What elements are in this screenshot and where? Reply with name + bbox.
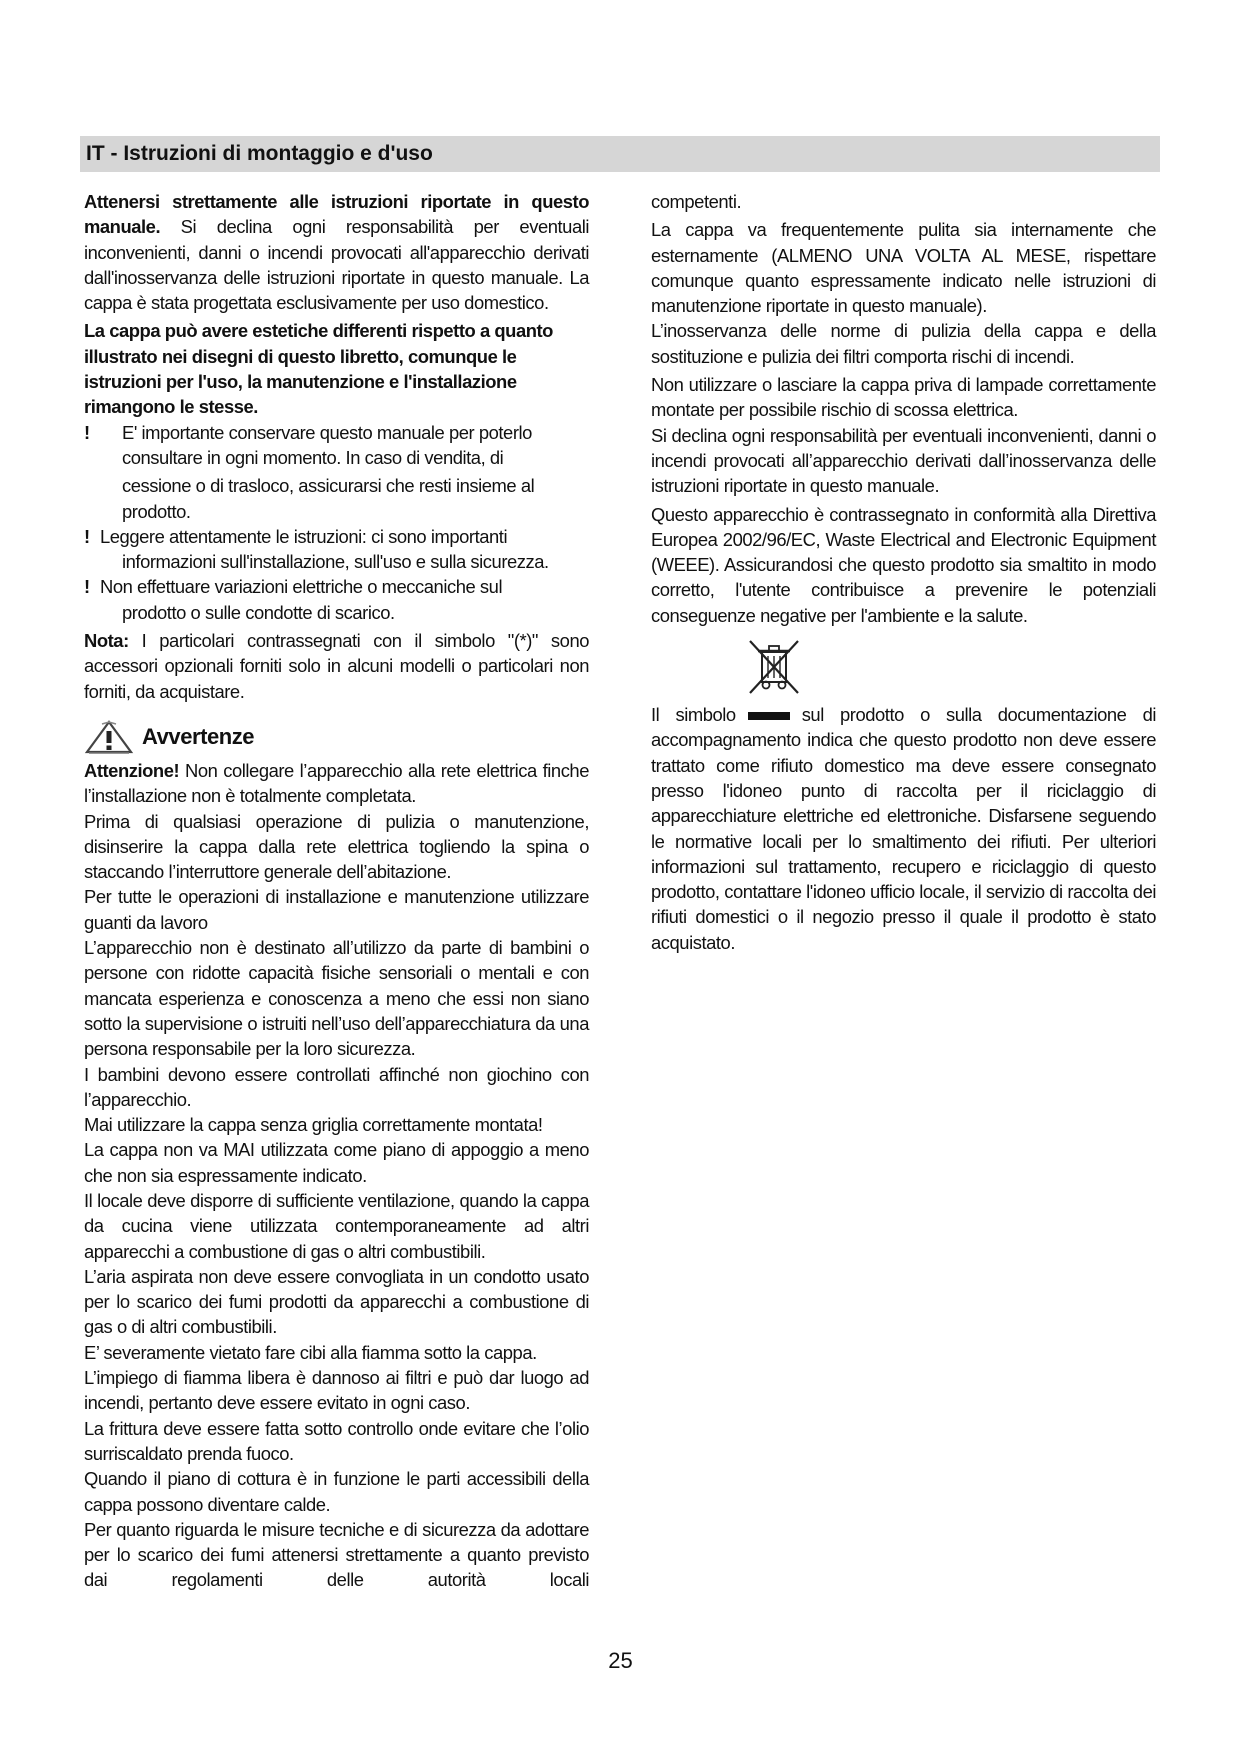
note-label: Nota:: [84, 630, 129, 652]
bullet-item: [84, 420, 589, 524]
right-paragraph: Si declina ogni responsabilità per eventuali inconvenienti, danni o incendi provocati all’apparecchio derivati dall’inosservanza delle istruzioni riportate in questo manuale.: [651, 424, 1156, 497]
warning-paragraph: Per quanto riguarda le misure tecniche e di sicurezza da adottare per lo scarico dei fumi attenersi strettamente a quanto previsto dai regolamenti delle autorità locali: [84, 1518, 589, 1591]
warning-paragraph: Per tutte le operazioni di installazione e manutenzione utilizzare guanti da lavoro: [84, 886, 589, 933]
symbol-prefix: Il simbolo: [651, 704, 736, 726]
attention-text: Non collegare l’apparecchio alla rete elettrica finche l’installazione non è totalmente completata.: [84, 759, 589, 807]
section-header: [80, 136, 1160, 172]
bullet-item: [84, 574, 589, 625]
bullet-item: [84, 524, 589, 575]
bullet-text: Leggere attentamente le istruzioni: ci sono importanti: [100, 525, 508, 547]
section-title: IT - Istruzioni di montaggio e d'uso: [86, 142, 433, 165]
warning-triangle-icon: [84, 720, 134, 754]
warning-paragraph: I bambini devono essere controllati affinché non giochino con l’apparecchio.: [84, 1063, 589, 1110]
attention-paragraph: [84, 758, 589, 809]
warning-heading: [84, 720, 589, 754]
right-paragraph: competenti.: [651, 191, 742, 212]
right-paragraph: L’inosservanza delle norme di pulizia della cappa e della sostituzione e pulizia dei filtri comporta rischi di incendi.: [651, 320, 1156, 367]
right-paragraph: Questo apparecchio è contrassegnato in conformità alla Direttiva Europea 2002/96/EC, Waste Electrical and Electronic Equipment (WEEE). Assicurandosi che questo prodotto sia smaltito in modo corretto, l'utente contribuisce a prevenire le potenziali conseguenze negative per l'ambiente e la salute.: [651, 503, 1156, 626]
weee-paragraph: [651, 702, 1156, 955]
bullet-text: Non effettuare variazioni elettriche o meccaniche sul: [100, 576, 503, 598]
exclamation-mark: !: [84, 421, 90, 443]
warning-paragraph: E’ severamente vietato fare cibi alla fiamma sotto la cappa.: [84, 1341, 537, 1363]
warning-paragraph: Il locale deve disporre di sufficiente ventilazione, quando la cappa da cucina viene utilizzata contemporaneamente ad altri apparecchi a combustione di gas o altri combustibili.: [84, 1189, 589, 1262]
bullet-text-cont: prodotto o sulle condotte di scarico.: [122, 601, 395, 623]
warning-paragraph: L’apparecchio non è destinato all’utilizzo da parte di bambini o persone con ridotte capacità fisiche sensoriali o mentali e con mancata esperienza e conoscenza a meno che essi non siano sotto la supervisione o istruiti nell’uso dell’apparecchiatura da una persona responsabile per la loro sicurezza.: [84, 937, 589, 1060]
intro-bold: Attenersi strettamente alle istruzioni riportate in questo manuale.: [84, 191, 589, 238]
bullet-text-cont: cessione o di trasloco, assicurarsi che resti insieme al prodotto.: [122, 475, 535, 522]
symbol-text: sul prodotto o sulla documentazione di accompagnamento indica che questo prodotto non deve essere trattato come rifiuto domestico ma deve essere consegnato presso l'idoneo punto di raccolta per il riciclaggio di apparecchiature elettriche ed elettroniche. Disfarsene seguendo le normative locali per lo smaltimento dei rifiuti. Per ulteriori informazioni sul trattamento, recupero e riciclaggio di questo prodotto, contattare l'idoneo ufficio locale, il servizio di raccolta dei rifiuti domestici o il negozio presso il quale il prodotto è stato acquistato.: [651, 704, 1156, 953]
left-column: [84, 189, 589, 1593]
warning-paragraph: La cappa non va MAI utilizzata come piano di appoggio a meno che non sia espressamente indicato.: [84, 1139, 589, 1186]
intro-text: Si declina ogni responsabilità per eventuali inconvenienti, danni o incendi provocati all'apparecchio derivati dall'inosservanza delle istruzioni riportate in questo manuale. La cappa è stata progettata esclusivamente per uso domestico.: [84, 216, 589, 314]
warning-paragraph: Mai utilizzare la cappa senza griglia correttamente montata!: [84, 1114, 543, 1136]
right-paragraph: La cappa va frequentemente pulita sia internamente che esternamente (ALMENO UNA VOLTA AL MESE, rispettare comunque quanto espressamente indicato nelle istruzioni di manutenzione riportate in questo manuale).: [651, 219, 1156, 317]
exclamation-mark: !: [84, 525, 90, 547]
warning-paragraph: La frittura deve essere fatta sotto controllo onde evitare che l’olio surriscaldato prenda fuoco.: [84, 1417, 589, 1464]
right-paragraph: Non utilizzare o lasciare la cappa priva di lampade correttamente montate per possibile rischio di scossa elettrica.: [651, 374, 1156, 421]
warning-paragraph: Prima di qualsiasi operazione di pulizia o manutenzione, disinserire la cappa dalla rete elettrica togliendo la spina o staccando l’interruttore generale dell’abitazione.: [84, 810, 589, 883]
warning-paragraph: Quando il piano di cottura è in funzione le parti accessibili della cappa possono diventare calde.: [84, 1468, 589, 1515]
exclamation-mark: !: [84, 576, 90, 598]
warning-paragraph: L’aria aspirata non deve essere convogliata in un condotto usato per lo scarico dei fumi prodotti da apparecchi a combustione di gas o di altri combustibili.: [84, 1265, 589, 1338]
page-number: 25: [608, 1648, 633, 1673]
note-paragraph: [84, 628, 589, 704]
weee-bar-symbol: [748, 712, 790, 720]
crossed-bin-icon: [746, 638, 802, 696]
intro-paragraph: [84, 189, 589, 315]
aesthetics-note: La cappa può avere estetiche differenti rispetto a quanto illustrato nei disegni di questo libretto, comunque le istruzioni per l'uso, la manutenzione e l'installazione rimangono le stesse.: [84, 320, 553, 418]
right-column: [651, 189, 1156, 955]
attention-label: Attenzione!: [84, 759, 180, 781]
bullet-text-cont: informazioni sull'installazione, sull'uso e sulla sicurezza.: [122, 551, 549, 573]
warning-title: Avvertenze: [142, 723, 255, 749]
bullet-text: E' importante conservare questo manuale per poterlo consultare in ogni momento. In caso di vendita, di: [122, 421, 532, 468]
weee-symbol-area: [651, 638, 1156, 698]
note-text: I particolari contrassegnati con il simbolo "(*)" sono accessori opzionali forniti solo in alcuni modelli o particolari non forniti, da acquistare.: [84, 630, 589, 702]
warning-paragraph: L’impiego di fiamma libera è dannoso ai filtri e può dar luogo ad incendi, pertanto deve essere evitato in ogni caso.: [84, 1367, 589, 1414]
